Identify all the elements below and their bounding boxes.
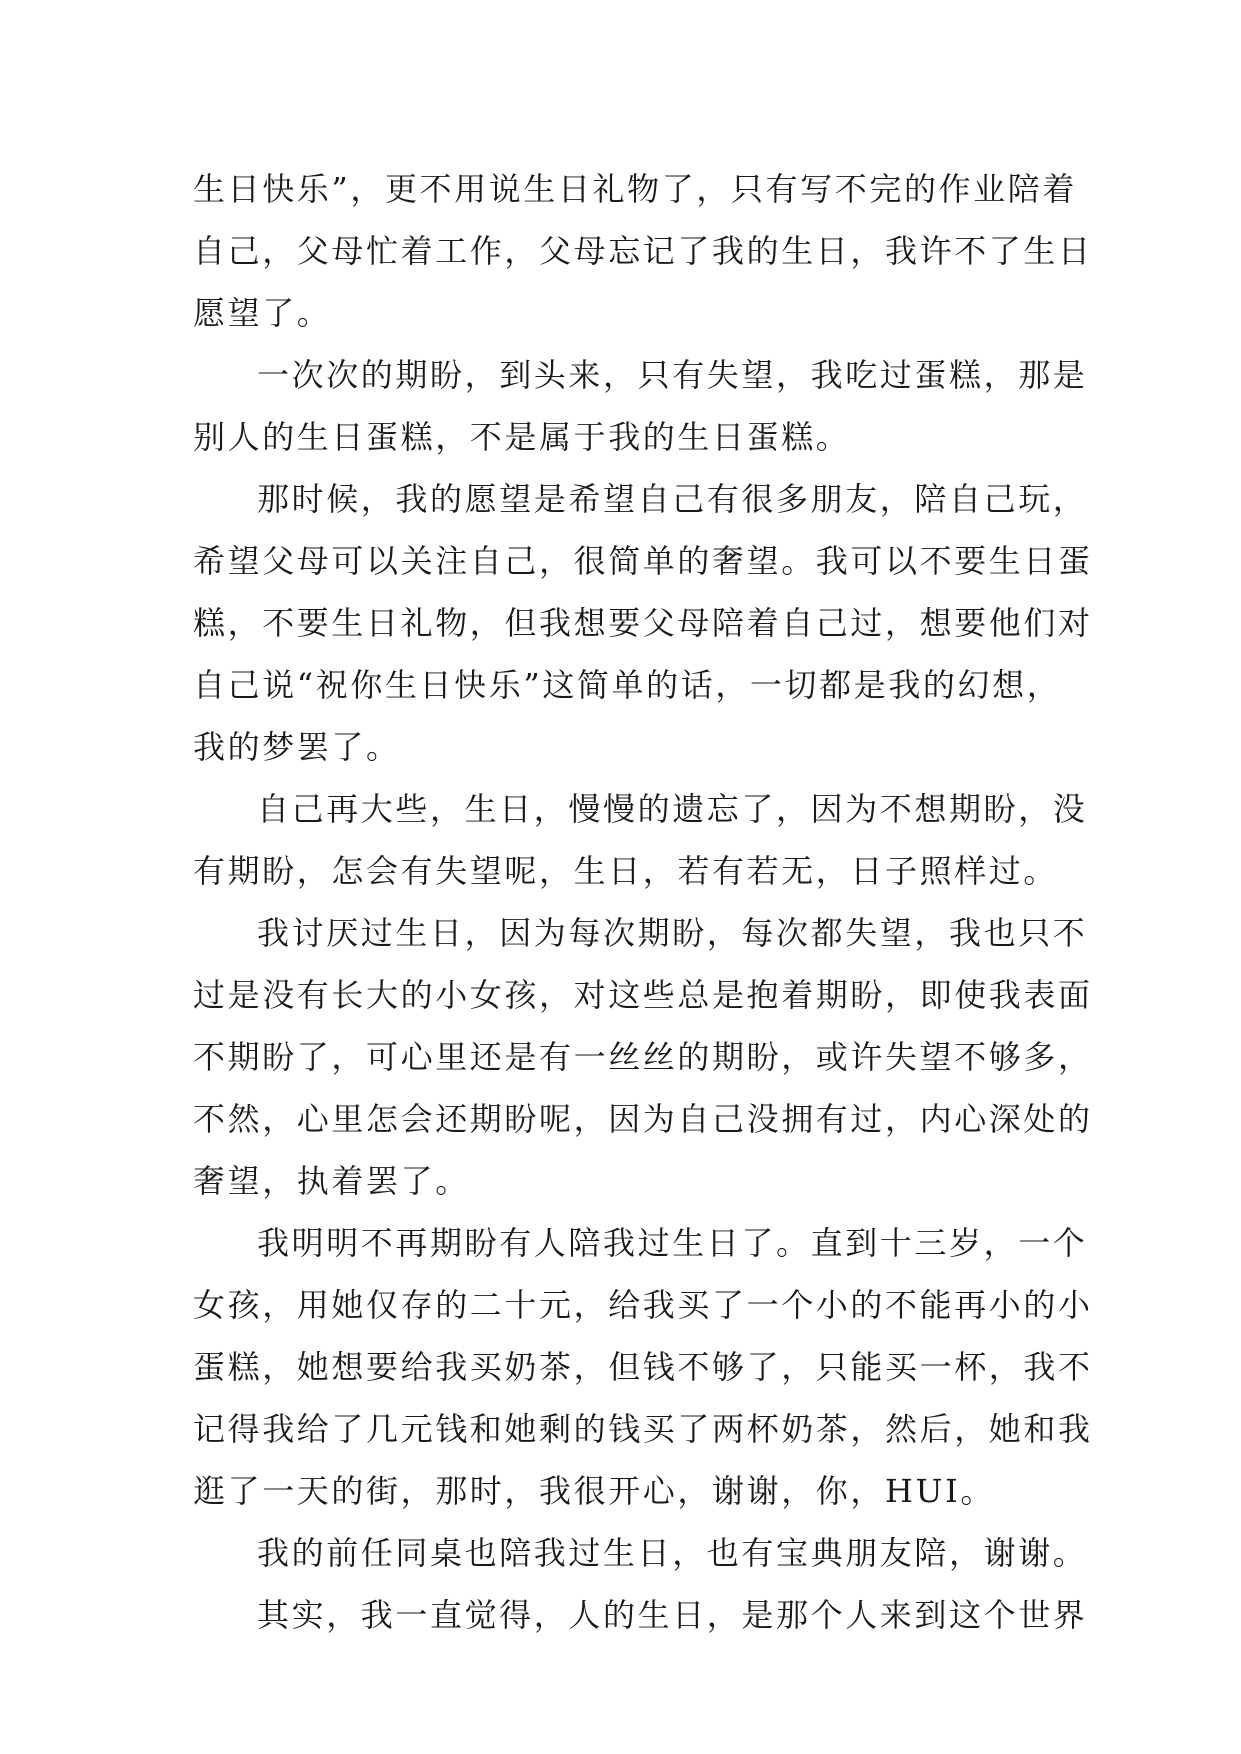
text-line: 我讨厌过生日，因为每次期盼，每次都失望，我也只不	[257, 914, 1088, 952]
text-line: 愿望了。	[193, 294, 332, 332]
text-line: 自己再大些，生日，慢慢的遗忘了，因为不想期盼，没	[257, 790, 1088, 828]
text-line: 有期盼，怎会有失望呢，生日，若有若无，日子照样过。	[193, 852, 1059, 890]
text-line: 记得我给了几元钱和她剩的钱买了两杯奶茶，然后，她和我	[193, 1410, 1093, 1448]
text-line: 别人的生日蛋糕，不是属于我的生日蛋糕。	[193, 418, 851, 456]
text-line: 我明明不再期盼有人陪我过生日了。直到十三岁，一个	[257, 1224, 1088, 1262]
text-line: 蛋糕，她想要给我买奶茶，但钱不够了，只能买一杯，我不	[193, 1348, 1093, 1386]
text-line: 生日快乐”，更不用说生日礼物了，只有写不完的作业陪着	[193, 170, 1077, 208]
text-line: 奢望，执着罢了。	[193, 1162, 470, 1200]
text-line: 其实，我一直觉得，人的生日，是那个人来到这个世界	[257, 1596, 1088, 1634]
text-line: 我的梦罢了。	[193, 728, 401, 766]
text-line: 那时候，我的愿望是希望自己有很多朋友，陪自己玩，	[257, 480, 1088, 518]
text-line: 希望父母可以关注自己，很简单的奢望。我可以不要生日蛋	[193, 542, 1093, 580]
text-line: 一次次的期盼，到头来，只有失望，我吃过蛋糕，那是	[257, 356, 1088, 394]
text-line: 不期盼了，可心里还是有一丝丝的期盼，或许失望不够多，	[193, 1038, 1093, 1076]
text-line: 糕，不要生日礼物，但我想要父母陪着自己过，想要他们对	[193, 604, 1093, 642]
text-line: 不然，心里怎会还期盼呢，因为自己没拥有过，内心深处的	[193, 1100, 1093, 1138]
text-line: 我的前任同桌也陪我过生日，也有宝典朋友陪，谢谢。	[257, 1534, 1088, 1572]
text-line: 自己说“祝你生日快乐”这简单的话，一切都是我的幻想，	[193, 666, 1062, 704]
text-line: 女孩，用她仅存的二十元，给我买了一个小的不能再小的小	[193, 1286, 1093, 1324]
text-line: 逛了一天的街，那时，我很开心，谢谢，你，HUI。	[193, 1472, 995, 1510]
document-body	[193, 158, 1093, 1646]
text-line: 过是没有长大的小女孩，对这些总是抱着期盼，即使我表面	[193, 976, 1093, 1014]
text-line: 自己，父母忙着工作，父母忘记了我的生日，我许不了生日	[193, 232, 1093, 270]
